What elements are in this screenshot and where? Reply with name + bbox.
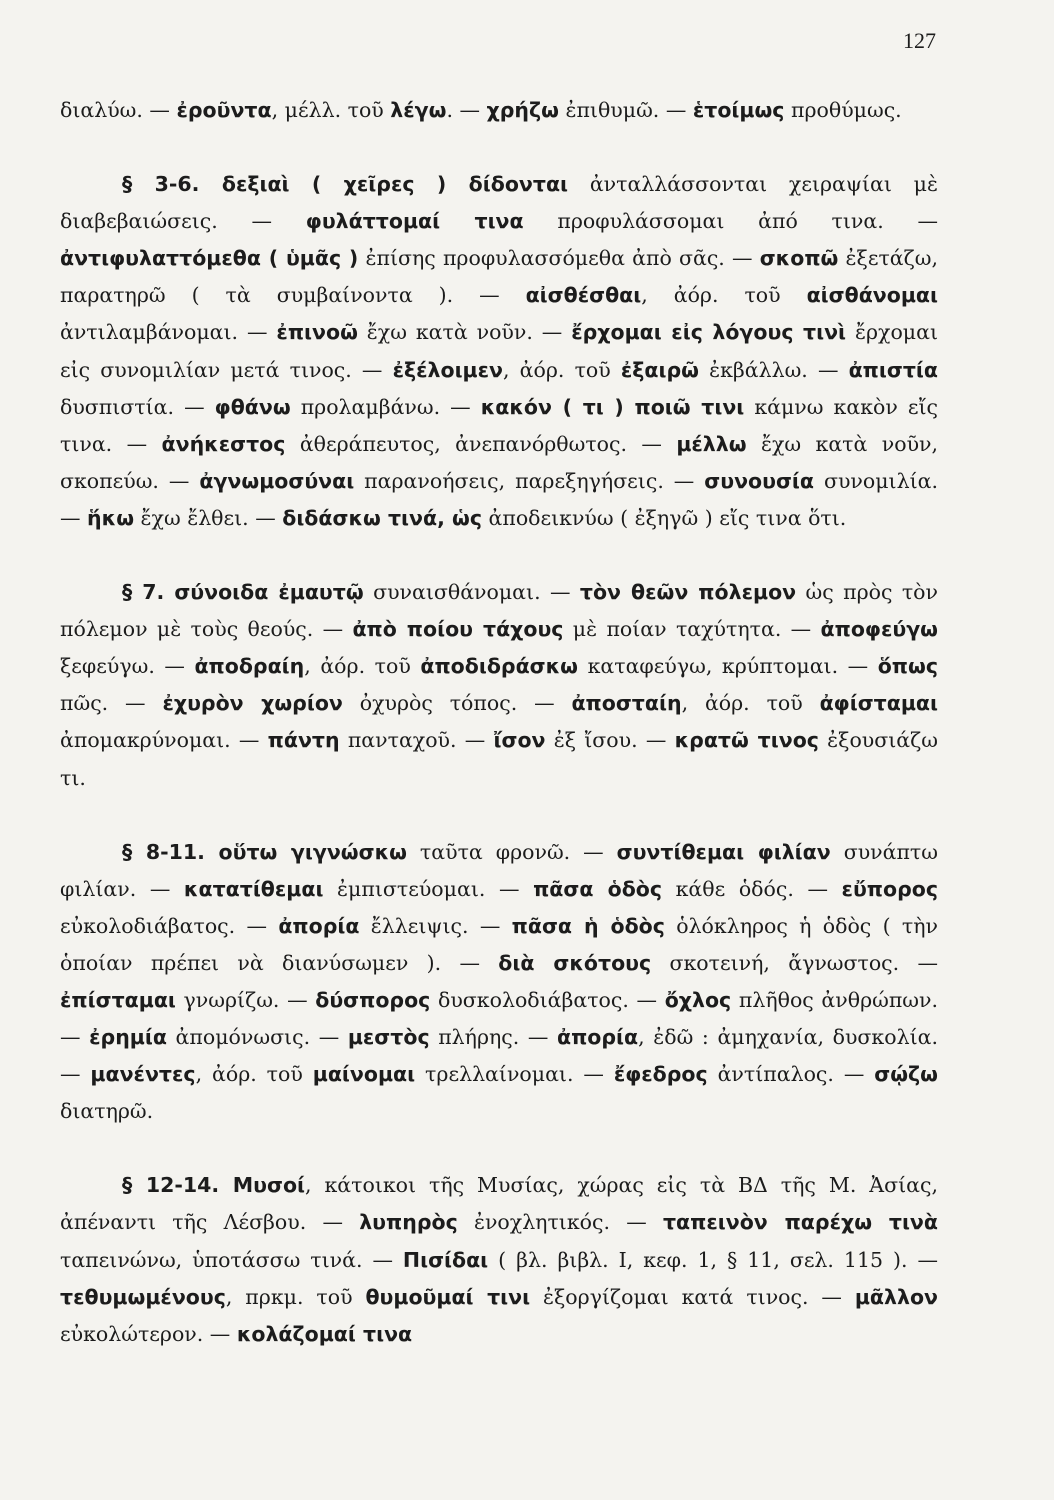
gloss-text: ἐπίσης προφυλασσόμεθα ἀπὸ σᾶς. —: [358, 246, 760, 271]
gloss-text: ἐξετάζω, παρατηρῶ ( τὰ συμβαίνοντα ). —: [60, 246, 938, 308]
gloss-text: ἀθεράπευτος, ἀνεπανόρθωτος. —: [285, 431, 677, 456]
gloss-text: διατηρῶ.: [60, 1099, 154, 1124]
headword: ἥκω: [87, 505, 135, 530]
headword: ταπεινὸν παρέχω τινὰ: [662, 1210, 938, 1235]
gloss-text: συνάπτω φιλίαν. —: [60, 839, 938, 901]
headword: ἐπίσταμαι: [60, 987, 176, 1012]
gloss-text: ( βλ. βιβλ. Ι, κεφ. 1, § 11, σελ. 115 ). —: [488, 1247, 938, 1272]
gloss-text: πλῆθος ἀνθρώπων. —: [60, 987, 939, 1050]
headword: ἔρχομαι εἰς λόγους τινὶ: [571, 320, 847, 345]
gloss-text: ἐνοχλητικός. —: [457, 1210, 663, 1235]
headword: χρήζω: [486, 98, 559, 122]
headword: § 7. σύνοιδα ἐμαυτῷ: [122, 580, 364, 605]
headword: διὰ σκότους: [498, 950, 652, 975]
headword: ἐρημία: [89, 1025, 167, 1050]
gloss-text: , ἀόρ. τοῦ: [503, 357, 621, 382]
gloss-text: πανταχοῦ. —: [339, 728, 494, 753]
gloss-text: κάθε ὁδός. —: [662, 876, 842, 901]
headword: ἀνήκεστος: [161, 431, 286, 456]
gloss-text: ταπεινώνω, ὑποτάσσω τινά. —: [60, 1247, 403, 1272]
headword: ἀποδραίη: [194, 654, 305, 679]
gloss-text: ἐξ ἴσου. —: [545, 728, 675, 753]
gloss-text: προφυλάσσομαι ἀπό τινα. —: [523, 209, 938, 234]
gloss-text: , κάτοικοι τῆς Μυσίας, χώρας εἰς τὰ ΒΔ τῆς Μ. Ἀσίας, ἀπέναντι τῆς Λέσβου. —: [60, 1173, 938, 1235]
headword: φυλάττομαί τινα: [305, 209, 524, 234]
gloss-text: σκοτεινή, ἄγνωστος. —: [651, 950, 938, 975]
gloss-text: μὲ ποίαν ταχύτητα. —: [563, 617, 821, 642]
headword: ἀγνωμοσύναι: [199, 468, 355, 493]
paragraph-p1: [60, 92, 938, 129]
headword: λέγω: [390, 98, 447, 122]
gloss-text: ὀχυρὸς τόπος. —: [342, 691, 572, 716]
gloss-text: ἀποδεικνύω ( ἐξηγῶ ) εἴς τινα ὅτι.: [481, 505, 847, 530]
headword: μέλλω: [676, 431, 747, 456]
headword: πᾶσα ἡ ὁδὸς: [511, 913, 665, 938]
gloss-text: ἔχω κατὰ νοῦν. —: [357, 320, 572, 345]
headword: τεθυμωμένους: [60, 1284, 226, 1309]
gloss-text: δυσπιστία. —: [60, 394, 215, 419]
headword: ἔφεδρος: [613, 1062, 708, 1087]
headword: κρατῶ τινος: [674, 728, 819, 753]
headword: αἰσθέσθαι: [525, 283, 642, 308]
gloss-text: ἔρχομαι εἰς συνομιλίαν μετά τινος. —: [60, 320, 938, 382]
glossary-text: [60, 92, 938, 1353]
paragraph-p3: [60, 574, 938, 797]
headword: πᾶσα ὁδὸς: [533, 876, 663, 901]
headword: ἀφίσταμαι: [819, 691, 938, 716]
gloss-text: δυσκολοδιάβατος. —: [430, 987, 665, 1012]
headword: φθάνω: [214, 394, 291, 419]
headword: ὄχλος: [664, 987, 732, 1012]
headword: ἀπιστία: [848, 357, 938, 382]
gloss-text: ἐξουσιάζω τι.: [60, 728, 938, 790]
paragraph-gap: [60, 129, 938, 166]
gloss-text: , ἀόρ. τοῦ: [681, 691, 820, 716]
headword: ἐξαιρῶ: [620, 357, 699, 382]
gloss-text: ἀπομακρύνομαι. —: [60, 728, 268, 753]
headword: δύσπορος: [315, 987, 431, 1012]
gloss-text: κάμνω κακὸν εἴς τινα. —: [60, 394, 939, 456]
gloss-text: ἔλλειψις. —: [359, 913, 512, 938]
paragraph-p2: [60, 166, 938, 537]
gloss-text: , πρκμ. τοῦ: [225, 1284, 366, 1309]
headword: ἀντιφυλαττόμεθα ( ὑμᾶς ): [60, 246, 359, 271]
paragraph-gap: [60, 1130, 938, 1167]
headword: ὅπως: [877, 654, 938, 679]
headword: κακόν ( τι ) ποιῶ τινι: [480, 394, 745, 419]
headword: ἀποφεύγω: [820, 617, 938, 642]
headword: αἰσθάνομαι: [806, 283, 938, 308]
page-number: 127: [903, 28, 936, 53]
gloss-text: ταῦτα φρονῶ. —: [406, 839, 617, 864]
headword: ἐξέλοιμεν: [392, 357, 504, 382]
headword: κολάζομαί τινα: [236, 1321, 413, 1346]
gloss-text: τρελλαίνομαι. —: [415, 1062, 614, 1087]
gloss-text: , ἀόρ. τοῦ: [641, 283, 807, 308]
gloss-text: ἔχω ἔλθει. —: [134, 505, 283, 530]
gloss-text: ὡς πρὸς τὸν πόλεμον μὲ τοὺς θεούς. —: [60, 580, 938, 642]
gloss-text: , ἀόρ. τοῦ: [304, 654, 421, 679]
headword: ἑτοίμως: [692, 98, 785, 122]
gloss-text: ἐπιθυμῶ. —: [558, 98, 693, 122]
headword: πάντη: [267, 728, 340, 753]
gloss-text: , ἐδῶ : ἀμηχανία, δυσκολία. —: [60, 1025, 938, 1087]
paragraph-gap: [60, 537, 938, 574]
gloss-text: συναισθάνομαι. —: [363, 580, 580, 605]
paragraph-p4: [60, 834, 938, 1131]
gloss-text: εὐκολώτερον. —: [60, 1321, 237, 1346]
headword: ἀποδιδράσκω: [420, 654, 579, 679]
headword: θυμοῦμαί τινι: [365, 1284, 531, 1309]
gloss-text: πλήρης. —: [429, 1025, 557, 1050]
headword: τὸν θεῶν πόλεμον: [579, 580, 797, 605]
gloss-text: , ἀόρ. τοῦ: [195, 1062, 313, 1087]
gloss-text: ἀντιλαμβάνομαι. —: [60, 320, 277, 345]
gloss-text: . —: [446, 98, 487, 122]
gloss-text: ξεφεύγω. —: [60, 654, 195, 679]
paragraph-gap: [60, 797, 938, 834]
headword: μανέντες: [90, 1062, 196, 1087]
gloss-text: ἔχω κατὰ νοῦν, σκοπεύω. —: [60, 431, 939, 493]
gloss-text: πῶς. —: [60, 691, 163, 716]
headword: μᾶλλον: [854, 1284, 938, 1309]
gloss-text: γνωρίζω. —: [175, 987, 316, 1012]
headword: ἐπινοῶ: [276, 320, 358, 345]
headword: § 8-11. οὕτω γιγνώσκω: [122, 839, 407, 864]
headword: μαίνομαι: [312, 1062, 416, 1087]
headword: διδάσκω τινά, ὡς: [282, 505, 482, 530]
gloss-text: συνομιλία. —: [60, 468, 938, 530]
headword: λυπηρὸς: [359, 1210, 458, 1235]
gloss-text: , μέλλ. τοῦ: [271, 98, 391, 122]
gloss-text: παρανοήσεις, παρεξηγήσεις. —: [354, 468, 705, 493]
gloss-text: ἐμπιστεύομαι. —: [323, 876, 534, 901]
gloss-text: προθύμως.: [784, 98, 902, 122]
headword: συντίθεμαι φιλίαν: [616, 839, 831, 864]
gloss-text: ἐκβάλλω. —: [698, 357, 849, 382]
headword: ἐροῦντα: [176, 98, 272, 122]
gloss-text: προλαμβάνω. —: [290, 394, 481, 419]
gloss-text: καταφεύγω, κρύπτομαι. —: [578, 654, 878, 679]
headword: ἀπὸ ποίου τάχους: [352, 617, 564, 642]
headword: Πισίδαι: [402, 1247, 489, 1272]
gloss-text: εὐκολοδιάβατος. —: [60, 913, 279, 938]
headword: ἐχυρὸν χωρίον: [162, 691, 343, 716]
headword: μεστὸς: [347, 1025, 430, 1050]
headword: σκοπῶ: [759, 246, 839, 271]
headword: ἀπορία: [278, 913, 360, 938]
headword: § 3-6. δεξιαὶ ( χεῖρες ) δίδονται: [122, 172, 569, 197]
headword: κατατίθεμαι: [183, 876, 324, 901]
headword: σῴζω: [874, 1062, 938, 1087]
gloss-text: ἀντίπαλος. —: [707, 1062, 875, 1087]
headword: § 12-14. Μυσοί: [122, 1173, 306, 1198]
headword: ἀποσταίη: [571, 691, 682, 716]
gloss-text: ὁλόκληρος ἡ ὁδὸς ( τὴν ὁποίαν πρέπει νὰ διανύσωμεν ). —: [60, 913, 939, 975]
headword: εὔπορος: [841, 876, 938, 901]
gloss-text: ἀπομόνωσις. —: [166, 1025, 348, 1050]
headword: ἴσον: [493, 728, 546, 753]
gloss-text: διαλύω. —: [60, 98, 177, 122]
gloss-text: ἐξοργίζομαι κατά τινος. —: [530, 1284, 855, 1309]
headword: συνουσία: [704, 468, 815, 493]
paragraph-p5: [60, 1167, 938, 1352]
gloss-text: ἀνταλλάσσονται χειραψίαι μὲ διαβεβαιώσεις. —: [60, 172, 938, 234]
headword: ἀπορία: [557, 1025, 639, 1050]
